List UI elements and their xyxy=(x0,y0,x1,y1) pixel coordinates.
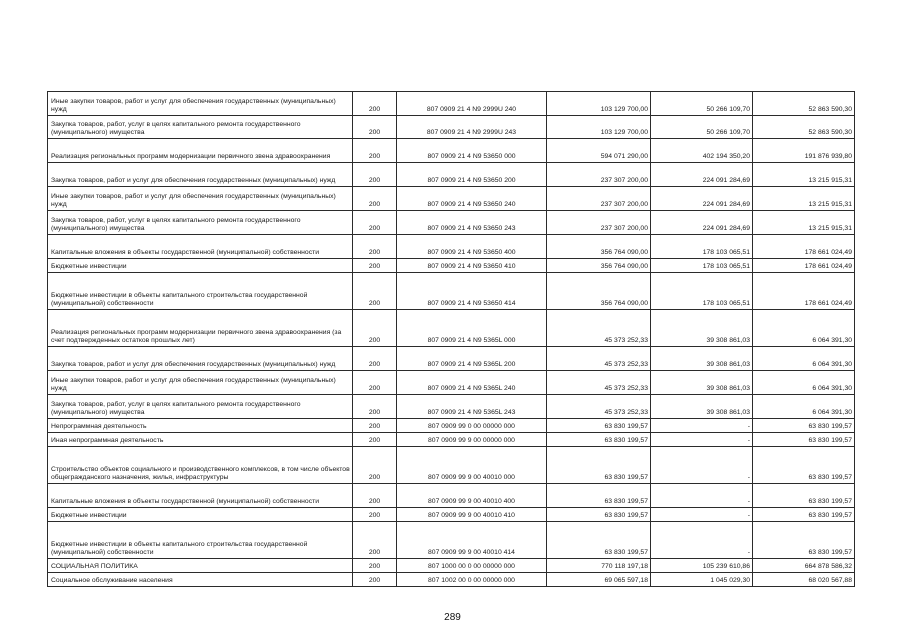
row-executed-amount-cell: 39 308 861,03 xyxy=(651,347,753,371)
row-name-cell: Бюджетные инвестиции в объекты капитального строительства государственной (муниципальной) собственности xyxy=(48,273,353,310)
row-approved-amount-cell: 45 373 252,33 xyxy=(547,310,651,347)
table-row xyxy=(48,187,855,211)
table-row xyxy=(48,310,855,347)
row-code-cell: 200 xyxy=(353,273,397,310)
row-unexecuted-amount-cell: 6 064 391,30 xyxy=(753,395,855,419)
row-code-cell: 200 xyxy=(353,508,397,522)
table-body xyxy=(48,92,855,587)
row-name-cell: Реализация региональных программ модернизации первичного звена здравоохранения xyxy=(48,139,353,163)
row-classification-cell: 807 0909 99 9 00 40010 414 xyxy=(397,522,547,559)
row-executed-amount-cell: 1 045 029,30 xyxy=(651,573,753,587)
budget-execution-table xyxy=(47,91,855,587)
row-approved-amount-cell: 594 071 290,00 xyxy=(547,139,651,163)
row-code-cell: 200 xyxy=(353,433,397,447)
row-name-cell: Закупка товаров, работ, услуг в целях капитального ремонта государственного (муниципального) имущества xyxy=(48,116,353,139)
table-row xyxy=(48,273,855,310)
row-classification-cell: 807 0909 21 4 N9 5365L 200 xyxy=(397,347,547,371)
row-approved-amount-cell: 45 373 252,33 xyxy=(547,347,651,371)
row-classification-cell: 807 0909 21 4 N9 53650 410 xyxy=(397,259,547,273)
row-unexecuted-amount-cell: 178 661 024,49 xyxy=(753,273,855,310)
table-row xyxy=(48,211,855,235)
row-approved-amount-cell: 63 830 199,57 xyxy=(547,433,651,447)
row-classification-cell: 807 0909 21 4 N9 5365L 240 xyxy=(397,371,547,395)
row-code-cell: 200 xyxy=(353,484,397,508)
row-code-cell: 200 xyxy=(353,522,397,559)
row-code-cell: 200 xyxy=(353,163,397,187)
row-code-cell: 200 xyxy=(353,116,397,139)
row-name-cell: Закупка товаров, работ, услуг в целях капитального ремонта государственного (муниципального) имущества xyxy=(48,395,353,419)
row-name-cell: Иные закупки товаров, работ и услуг для обеспечения государственных (муниципальных) нужд xyxy=(48,187,353,211)
row-executed-amount-cell: - xyxy=(651,447,753,484)
row-code-cell: 200 xyxy=(353,211,397,235)
table-row xyxy=(48,484,855,508)
row-unexecuted-amount-cell: 63 830 199,57 xyxy=(753,508,855,522)
row-classification-cell: 807 0909 99 0 00 00000 000 xyxy=(397,419,547,433)
table-row xyxy=(48,508,855,522)
row-executed-amount-cell: - xyxy=(651,522,753,559)
row-code-cell: 200 xyxy=(353,559,397,573)
row-executed-amount-cell: 224 091 284,69 xyxy=(651,163,753,187)
row-unexecuted-amount-cell: 68 020 567,88 xyxy=(753,573,855,587)
row-code-cell: 200 xyxy=(353,92,397,116)
row-classification-cell: 807 0909 21 4 N9 53650 240 xyxy=(397,187,547,211)
row-unexecuted-amount-cell: 13 215 915,31 xyxy=(753,211,855,235)
row-approved-amount-cell: 63 830 199,57 xyxy=(547,508,651,522)
row-executed-amount-cell: - xyxy=(651,484,753,508)
row-classification-cell: 807 0909 99 9 00 40010 410 xyxy=(397,508,547,522)
row-classification-cell: 807 1002 00 0 00 00000 000 xyxy=(397,573,547,587)
row-executed-amount-cell: - xyxy=(651,419,753,433)
row-executed-amount-cell: - xyxy=(651,508,753,522)
table-row xyxy=(48,419,855,433)
row-unexecuted-amount-cell: 63 830 199,57 xyxy=(753,522,855,559)
row-classification-cell: 807 0909 21 4 N9 53650 400 xyxy=(397,235,547,259)
row-classification-cell: 807 1000 00 0 00 00000 000 xyxy=(397,559,547,573)
row-classification-cell: 807 0909 21 4 N9 53650 200 xyxy=(397,163,547,187)
row-name-cell: Бюджетные инвестиции xyxy=(48,508,353,522)
table-row xyxy=(48,371,855,395)
row-classification-cell: 807 0909 21 4 N9 5365L 000 xyxy=(397,310,547,347)
row-unexecuted-amount-cell: 191 876 939,80 xyxy=(753,139,855,163)
row-code-cell: 200 xyxy=(353,395,397,419)
row-unexecuted-amount-cell: 13 215 915,31 xyxy=(753,163,855,187)
row-code-cell: 200 xyxy=(353,347,397,371)
table-row xyxy=(48,235,855,259)
row-approved-amount-cell: 356 764 090,00 xyxy=(547,259,651,273)
row-approved-amount-cell: 770 118 197,18 xyxy=(547,559,651,573)
table-row xyxy=(48,559,855,573)
row-code-cell: 200 xyxy=(353,139,397,163)
row-name-cell: Иные закупки товаров, работ и услуг для обеспечения государственных (муниципальных) нужд xyxy=(48,92,353,116)
row-unexecuted-amount-cell: 52 863 590,30 xyxy=(753,92,855,116)
table-row xyxy=(48,347,855,371)
row-approved-amount-cell: 45 373 252,33 xyxy=(547,371,651,395)
row-approved-amount-cell: 69 065 597,18 xyxy=(547,573,651,587)
row-unexecuted-amount-cell: 6 064 391,30 xyxy=(753,347,855,371)
row-classification-cell: 807 0909 99 9 00 40010 400 xyxy=(397,484,547,508)
row-code-cell: 200 xyxy=(353,573,397,587)
row-classification-cell: 807 0909 99 9 00 40010 000 xyxy=(397,447,547,484)
row-executed-amount-cell: 50 266 109,70 xyxy=(651,116,753,139)
row-executed-amount-cell: - xyxy=(651,433,753,447)
row-name-cell: Капитальные вложения в объекты государственной (муниципальной) собственности xyxy=(48,484,353,508)
table-row xyxy=(48,573,855,587)
row-unexecuted-amount-cell: 63 830 199,57 xyxy=(753,484,855,508)
row-unexecuted-amount-cell: 664 878 586,32 xyxy=(753,559,855,573)
row-code-cell: 200 xyxy=(353,187,397,211)
row-classification-cell: 807 0909 21 4 N9 53650 243 xyxy=(397,211,547,235)
row-classification-cell: 807 0909 99 9 00 00000 000 xyxy=(397,433,547,447)
row-executed-amount-cell: 50 266 109,70 xyxy=(651,92,753,116)
row-executed-amount-cell: 39 308 861,03 xyxy=(651,310,753,347)
row-approved-amount-cell: 45 373 252,33 xyxy=(547,395,651,419)
row-classification-cell: 807 0909 21 4 N9 53650 414 xyxy=(397,273,547,310)
row-approved-amount-cell: 356 764 090,00 xyxy=(547,273,651,310)
row-name-cell: Капитальные вложения в объекты государственной (муниципальной) собственности xyxy=(48,235,353,259)
row-name-cell: СОЦИАЛЬНАЯ ПОЛИТИКА xyxy=(48,559,353,573)
row-unexecuted-amount-cell: 6 064 391,30 xyxy=(753,310,855,347)
row-executed-amount-cell: 39 308 861,03 xyxy=(651,371,753,395)
row-unexecuted-amount-cell: 178 661 024,49 xyxy=(753,259,855,273)
table-row xyxy=(48,259,855,273)
row-name-cell: Строительство объектов социального и производственного комплексов, в том числе объектов общегражданского назначения, жилья, инфраструктуры xyxy=(48,447,353,484)
row-approved-amount-cell: 237 307 200,00 xyxy=(547,163,651,187)
row-executed-amount-cell: 105 239 610,86 xyxy=(651,559,753,573)
table-row xyxy=(48,139,855,163)
table-row xyxy=(48,522,855,559)
row-code-cell: 200 xyxy=(353,447,397,484)
row-classification-cell: 807 0909 21 4 N9 53650 000 xyxy=(397,139,547,163)
row-name-cell: Социальное обслуживание населения xyxy=(48,573,353,587)
row-unexecuted-amount-cell: 6 064 391,30 xyxy=(753,371,855,395)
row-executed-amount-cell: 178 103 065,51 xyxy=(651,273,753,310)
row-unexecuted-amount-cell: 178 661 024,49 xyxy=(753,235,855,259)
row-approved-amount-cell: 63 830 199,57 xyxy=(547,484,651,508)
row-name-cell: Иные закупки товаров, работ и услуг для обеспечения государственных (муниципальных) нужд xyxy=(48,371,353,395)
row-unexecuted-amount-cell: 63 830 199,57 xyxy=(753,447,855,484)
page-number: 289 xyxy=(444,612,461,623)
row-approved-amount-cell: 103 129 700,00 xyxy=(547,116,651,139)
row-classification-cell: 807 0909 21 4 N9 2999U 240 xyxy=(397,92,547,116)
row-name-cell: Реализация региональных программ модернизации первичного звена здравоохранения (за счет подтвержденных остатков прошлых лет) xyxy=(48,310,353,347)
table-row xyxy=(48,447,855,484)
table-row xyxy=(48,92,855,116)
row-executed-amount-cell: 39 308 861,03 xyxy=(651,395,753,419)
row-approved-amount-cell: 63 830 199,57 xyxy=(547,522,651,559)
row-code-cell: 200 xyxy=(353,235,397,259)
row-approved-amount-cell: 63 830 199,57 xyxy=(547,447,651,484)
row-classification-cell: 807 0909 21 4 N9 2999U 243 xyxy=(397,116,547,139)
table-row xyxy=(48,433,855,447)
row-executed-amount-cell: 178 103 065,51 xyxy=(651,235,753,259)
row-name-cell: Закупка товаров, работ и услуг для обеспечения государственных (муниципальных) нужд xyxy=(48,347,353,371)
row-executed-amount-cell: 224 091 284,69 xyxy=(651,211,753,235)
row-executed-amount-cell: 224 091 284,69 xyxy=(651,187,753,211)
row-approved-amount-cell: 103 129 700,00 xyxy=(547,92,651,116)
row-unexecuted-amount-cell: 13 215 915,31 xyxy=(753,187,855,211)
row-approved-amount-cell: 237 307 200,00 xyxy=(547,211,651,235)
row-executed-amount-cell: 178 103 065,51 xyxy=(651,259,753,273)
row-name-cell: Бюджетные инвестиции в объекты капитального строительства государственной (муниципальной) собственности xyxy=(48,522,353,559)
row-unexecuted-amount-cell: 63 830 199,57 xyxy=(753,433,855,447)
row-approved-amount-cell: 356 764 090,00 xyxy=(547,235,651,259)
table-row xyxy=(48,163,855,187)
row-code-cell: 200 xyxy=(353,371,397,395)
row-name-cell: Бюджетные инвестиции xyxy=(48,259,353,273)
row-name-cell: Закупка товаров, работ и услуг для обеспечения государственных (муниципальных) нужд xyxy=(48,163,353,187)
row-approved-amount-cell: 237 307 200,00 xyxy=(547,187,651,211)
row-unexecuted-amount-cell: 52 863 590,30 xyxy=(753,116,855,139)
row-code-cell: 200 xyxy=(353,310,397,347)
row-code-cell: 200 xyxy=(353,259,397,273)
table-row xyxy=(48,116,855,139)
row-classification-cell: 807 0909 21 4 N9 5365L 243 xyxy=(397,395,547,419)
row-executed-amount-cell: 402 194 350,20 xyxy=(651,139,753,163)
row-name-cell: Иная непрограммная деятельность xyxy=(48,433,353,447)
row-approved-amount-cell: 63 830 199,57 xyxy=(547,419,651,433)
table-row xyxy=(48,395,855,419)
row-name-cell: Закупка товаров, работ, услуг в целях капитального ремонта государственного (муниципального) имущества xyxy=(48,211,353,235)
row-unexecuted-amount-cell: 63 830 199,57 xyxy=(753,419,855,433)
row-code-cell: 200 xyxy=(353,419,397,433)
row-name-cell: Непрограммная деятельность xyxy=(48,419,353,433)
